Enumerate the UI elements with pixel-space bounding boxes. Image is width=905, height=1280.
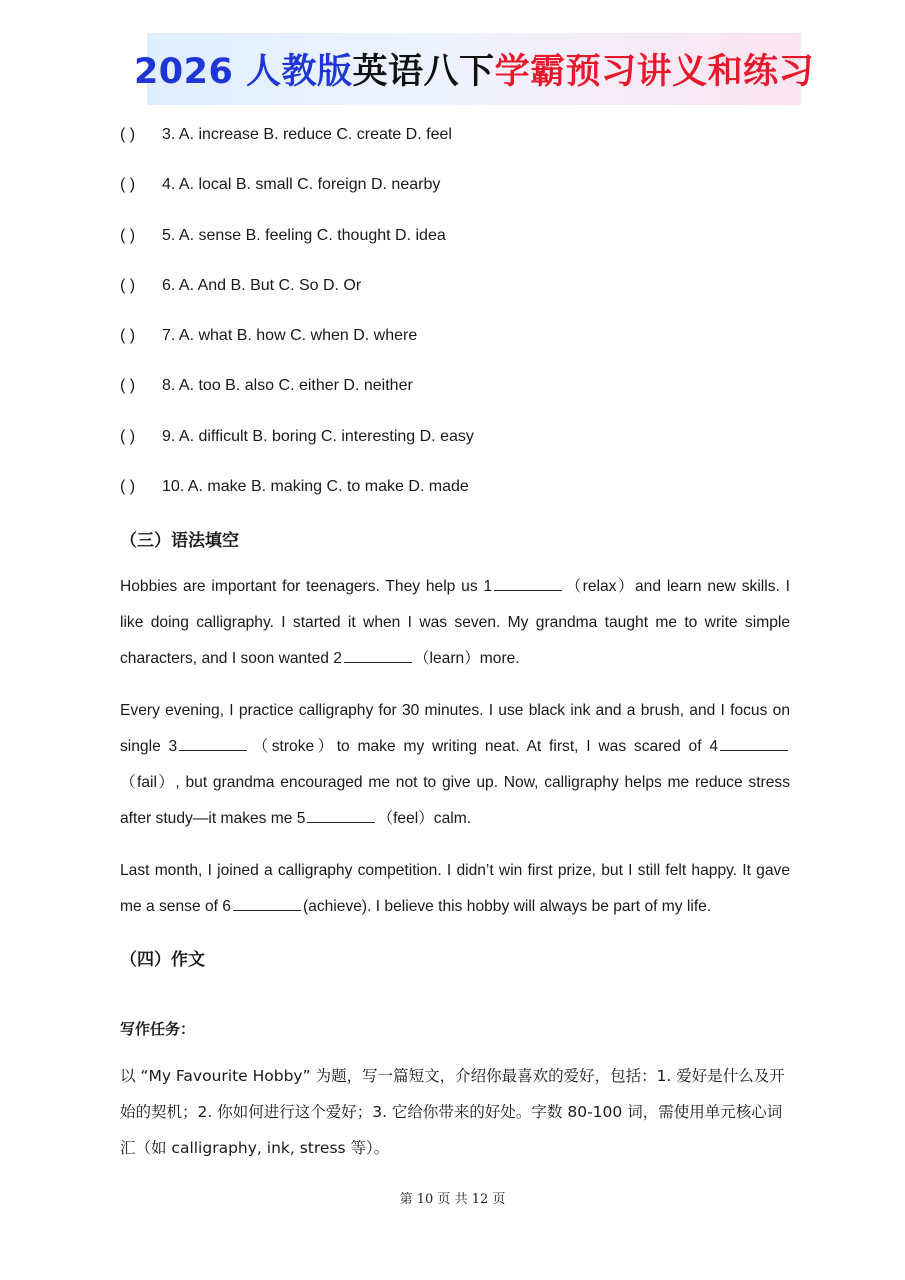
answer-parentheses: ( )	[120, 377, 136, 394]
blank-5[interactable]	[307, 808, 375, 823]
choice-text: 9. A. difficult B. boring C. interesting D. easy	[162, 428, 474, 445]
header-banner	[133, 33, 815, 105]
grammar-paragraph-1	[120, 569, 790, 677]
page-number-footer: 第 10 页 共 12 页	[399, 1192, 506, 1207]
grammar-paragraph-2	[120, 693, 790, 837]
paragraph-text: Last month, I joined a calligraphy competition. I didn’t win first prize, but I still felt happy. It gave me a sense of 6	[120, 862, 790, 915]
answer-parentheses: ( )	[120, 327, 136, 344]
paragraph-text: （relax）and learn new skills. I like doing calligraphy. I started it when I was seven. My grandma taught me to write simple characters, and I soon wanted 2	[120, 578, 790, 667]
choice-question-9	[120, 428, 474, 446]
choice-text: 4. A. local B. small C. foreign D. nearby	[162, 176, 441, 193]
paragraph-text: (achieve). I believe this hobby will always be part of my life.	[302, 898, 712, 915]
banner-title: 学霸预习讲义和练习	[494, 52, 815, 92]
choice-question-5	[120, 227, 446, 245]
writing-task-text: 以 “My Favourite Hobby” 为题，写一篇短文，介绍你最喜欢的爱好，包括：1. 爱好是什么及开始的契机；2. 你如何进行这个爱好；3. 它给你带来的好处。字数 80-100 词，需使用单元核心词汇（如 calligraphy, ink, stress 等）。	[120, 1067, 785, 1157]
section-heading-grammar: （三）语法填空	[120, 531, 239, 551]
choice-question-7	[120, 327, 417, 345]
choice-text: 6. A. And B. But C. So D. Or	[162, 277, 362, 294]
choice-text: 3. A. increase B. reduce C. create D. feel	[162, 126, 452, 143]
choice-question-4	[120, 176, 440, 194]
blank-4[interactable]	[720, 736, 788, 751]
choice-question-8	[120, 377, 413, 395]
blank-6[interactable]	[233, 896, 301, 911]
answer-parentheses: ( )	[120, 176, 136, 193]
banner-subject: 英语八下	[352, 52, 495, 92]
grammar-paragraph-3	[120, 853, 790, 925]
answer-parentheses: ( )	[120, 428, 136, 445]
paragraph-text: （feel）calm.	[377, 810, 472, 827]
writing-task-title: 写作任务：	[120, 1020, 196, 1038]
choice-text: 5. A. sense B. feeling C. thought D. idea	[162, 227, 446, 244]
answer-parentheses: ( )	[120, 478, 136, 495]
choice-question-10	[120, 478, 469, 496]
answer-parentheses: ( )	[120, 126, 136, 143]
choice-text: 7. A. what B. how C. when D. where	[162, 327, 418, 344]
blank-3[interactable]	[179, 736, 247, 751]
choice-question-3	[120, 126, 452, 144]
paragraph-text: （learn）more.	[413, 650, 520, 667]
choice-text: 8. A. too B. also C. either D. neither	[162, 377, 413, 394]
choice-question-6	[120, 277, 361, 295]
answer-parentheses: ( )	[120, 227, 136, 244]
blank-1[interactable]	[494, 576, 562, 591]
paragraph-text: （stroke）to make my writing neat. At first, I was scared of 4	[249, 738, 719, 755]
paragraph-text: Every evening, I practice calligraphy for 30 minutes. I use black ink and a brush, and I focus on single 3	[120, 702, 790, 755]
section-heading-writing: （四）作文	[120, 950, 205, 970]
choice-text: 10. A. make B. making C. to make D. made	[162, 478, 469, 495]
paragraph-text: Hobbies are important for teenagers. They help us 1	[120, 578, 493, 595]
answer-parentheses: ( )	[120, 277, 136, 294]
banner-year-edition: 2026 人教版	[133, 52, 353, 92]
paragraph-text: （fail）, but grandma encouraged me not to give up. Now, calligraphy helps me reduce stress after study—it makes me 5	[120, 774, 790, 827]
blank-2[interactable]	[344, 648, 412, 663]
